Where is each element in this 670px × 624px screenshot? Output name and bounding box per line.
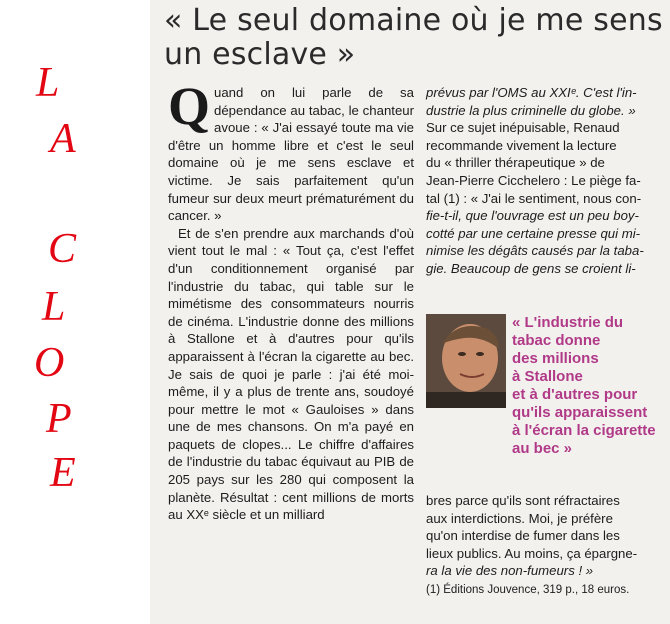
left-column bbox=[168, 76, 414, 524]
right-column-bottom bbox=[426, 492, 670, 600]
text-line: recommande vivement la lecture bbox=[426, 137, 617, 153]
text-line: Sur ce sujet inépuisable, Renaud bbox=[426, 120, 620, 136]
side-title-vertical bbox=[0, 0, 150, 624]
text-line: nimise les dégâts causés par la taba- bbox=[426, 243, 644, 259]
pull-quote bbox=[512, 314, 670, 458]
footnote: (1) Éditions Jouvence, 319 p., 18 euros. bbox=[426, 583, 630, 596]
text-line: gie. Beaucoup de gens se croient li- bbox=[426, 260, 636, 276]
side-title-letter: P bbox=[46, 396, 72, 442]
right-column-top bbox=[426, 84, 670, 278]
pull-quote-line: à Stallone bbox=[512, 368, 583, 385]
pull-quote-line: au bec » bbox=[512, 440, 573, 457]
text-line: bres parce qu'ils sont réfractaires bbox=[426, 493, 620, 508]
text-line: fie-t-il, que l'ouvrage est un peu boy- bbox=[426, 208, 639, 224]
article-headline: « Le seul domaine où je me sens un esclave » bbox=[164, 3, 663, 72]
portrait-illustration bbox=[426, 314, 506, 408]
side-title-letter: C bbox=[48, 226, 77, 272]
text-line: tal (1) : « J'ai le sentiment, nous con- bbox=[426, 190, 642, 206]
paragraph bbox=[168, 76, 414, 225]
pull-quote-line: « L'industrie du bbox=[512, 314, 624, 331]
newspaper-clipping bbox=[150, 0, 670, 624]
text-line: prévus par l'OMS au XXIᵉ. C'est l'in- bbox=[426, 85, 637, 100]
pull-quote-line: tabac donne bbox=[512, 332, 601, 349]
text-line: cotté par une certaine presse qui mi- bbox=[426, 225, 641, 241]
text-line: ra la vie des non-fumeurs ! » bbox=[426, 563, 594, 579]
side-title-letter: O bbox=[34, 340, 65, 386]
side-title-letter: A bbox=[50, 116, 76, 162]
paragraph-text: Et de s'en prendre aux marchands d'où vient tout le mal : « Tout ça, c'est l'effet d'un conditionnement organisé par l'industrie du tabac, qui table sur le mimétisme des consommateurs nourris de cinéma. L'industrie donne des millions à Stallone et à d'autres pour qu'ils apparaissent à l'écran la cigarette au bec. Je sais de quoi je parle : j'ai été moi-même, il y a plus de trente ans, soudoyé pour mettre le mot « Gauloises » dans une de mes chansons. On m'a payé en paquets de clopes... Le chiffre d'affaires de l'industrie du tabac équivaut au PIB de 205 pays sur les 280 qui composent la planète. Résultat : cent millions de morts au XXᵉ siècle et un milliard bbox=[168, 225, 414, 523]
pull-quote-line: des millions bbox=[512, 350, 599, 367]
pull-quote-line: qu'ils apparaissent bbox=[512, 404, 648, 421]
text-line: Jean-Pierre Cicchelero : Le piège fa- bbox=[426, 172, 641, 188]
pull-quote-box bbox=[426, 314, 670, 484]
text-line: qu'on interdise de fumer dans les bbox=[426, 528, 620, 544]
drop-cap: Q bbox=[168, 76, 211, 136]
pull-quote-line: et à d'autres pour bbox=[512, 386, 638, 403]
text-line: du « thriller thérapeutique » de bbox=[426, 155, 605, 171]
paragraph-text: uand on lui parle de sa dépendance au tabac, le chanteur avoue : « J'ai essayé toute ma vie d'être un homme libre et c'est le seul domaine où je me sens esclave et victime. Je sais parfaitement qu'un fumeur sur deux meurt prématurément du cancer. » bbox=[168, 85, 414, 224]
paragraph bbox=[168, 225, 414, 524]
text-line: lieux publics. Au moins, ça épargne- bbox=[426, 545, 638, 561]
side-title-letter: L bbox=[36, 60, 60, 106]
pull-quote-line: à l'écran la cigarette bbox=[512, 422, 656, 439]
portrait-photo bbox=[426, 314, 506, 408]
side-title-letter: L bbox=[42, 284, 66, 330]
text-line: dustrie la plus criminelle du globe. » bbox=[426, 102, 636, 118]
text-line: aux interdictions. Moi, je préfère bbox=[426, 510, 613, 526]
side-title-letter: E bbox=[50, 450, 76, 496]
